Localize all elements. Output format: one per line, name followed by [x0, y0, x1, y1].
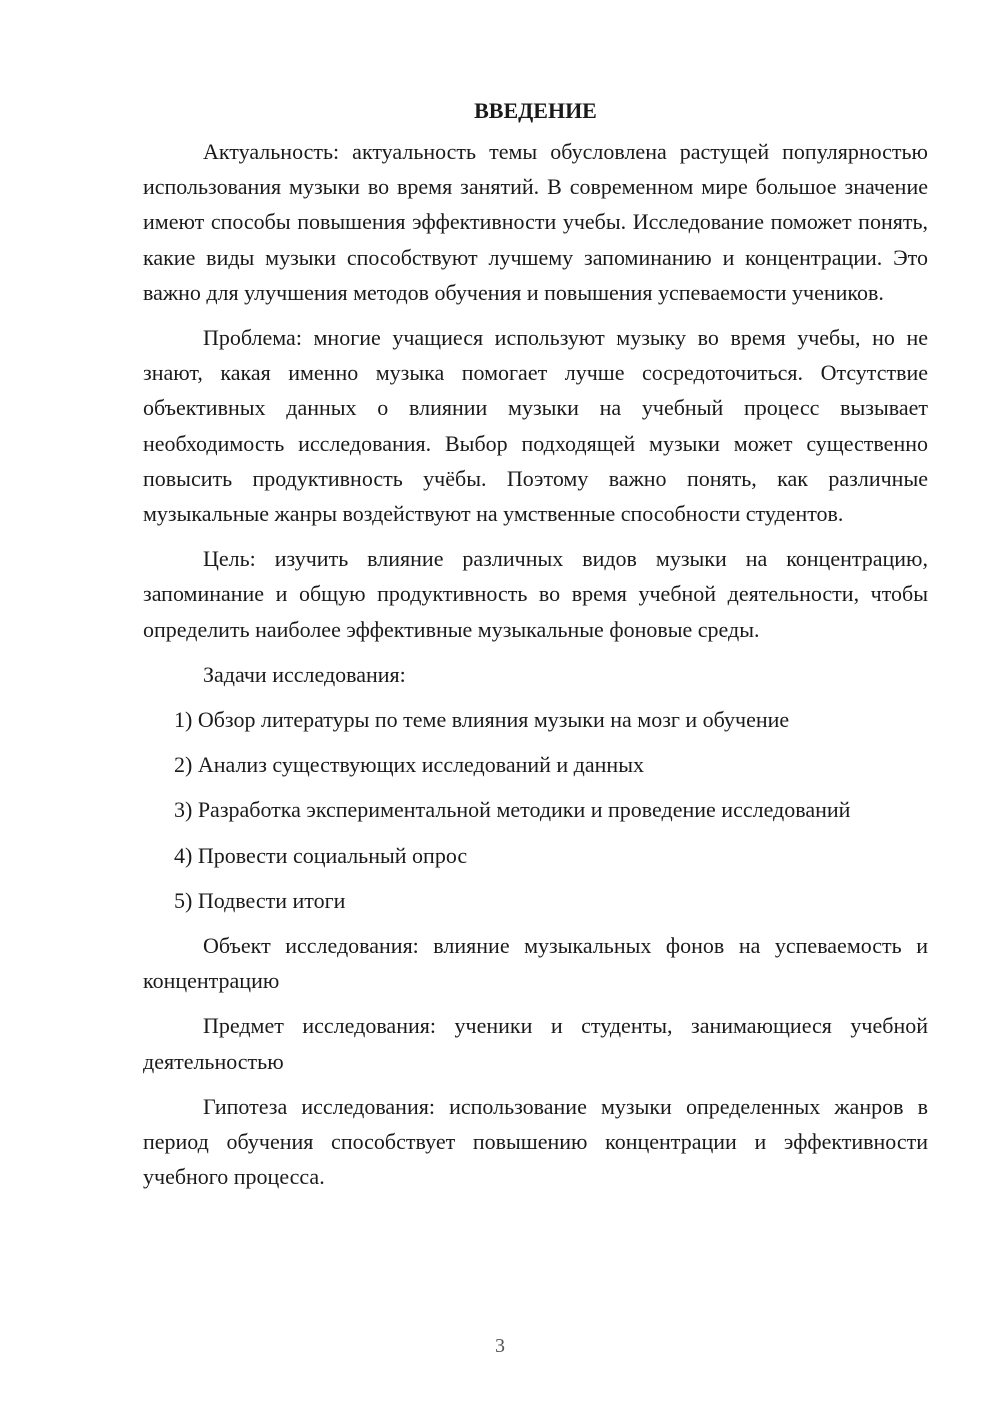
page-number: 3: [495, 1335, 505, 1357]
goal-paragraph: Цель: изучить влияние различных видов музыки на концентрацию, запоминание и общую продуктивность во время учебной деятельности, чтобы определить наиболее эффективные музыкальные фоновые среды.: [143, 546, 928, 642]
task-item: 3) Разработка экспериментальной методики и проведение исследований: [174, 797, 851, 823]
task-item: 5) Подвести итоги: [174, 887, 346, 913]
task-item: 4) Провести социальный опрос: [174, 842, 468, 868]
subject-paragraph: Предмет исследования: ученики и студенты, занимающиеся учебной деятельностью: [143, 1013, 928, 1074]
object-paragraph: Объект исследования: влияние музыкальных фонов на успеваемость и концентрацию: [143, 933, 928, 994]
hypothesis-paragraph: Гипотеза исследования: использование музыки определенных жанров в период обучения способствует повышению концентрации и эффективности учебного процесса.: [143, 1093, 928, 1190]
task-item: 2) Анализ существующих исследований и данных: [174, 752, 644, 778]
task-item: 1) Обзор литературы по теме влияния музыки на мозг и обучение: [174, 707, 790, 733]
section-title: ВВЕДЕНИЕ: [474, 98, 597, 123]
problem-paragraph: Проблема: многие учащиеся используют музыку во время учебы, но не знают, какая именно музыка помогает лучше сосредоточиться. Отсутствие объективных данных о влиянии музыки на учебный процесс вызывает необходимость исследования. Выбор подходящей музыки может существенно повысить продуктивность учёбы. Поэтому важно понять, как различные музыкальные жанры воздействуют на умственные способности студентов.: [143, 325, 928, 527]
relevance-paragraph: Актуальность: актуальность темы обусловлена растущей популярностью использования музыки во время занятий. В современном мире большое значение имеют способы повышения эффективности учебы. Исследование поможет понять, какие виды музыки способствуют лучшему запоминанию и концентрации. Это важно для улучшения методов обучения и повышения успеваемости учеников.: [143, 139, 928, 305]
tasks-heading: Задачи исследования:: [203, 661, 406, 687]
document-page: [143, 88, 928, 1194]
